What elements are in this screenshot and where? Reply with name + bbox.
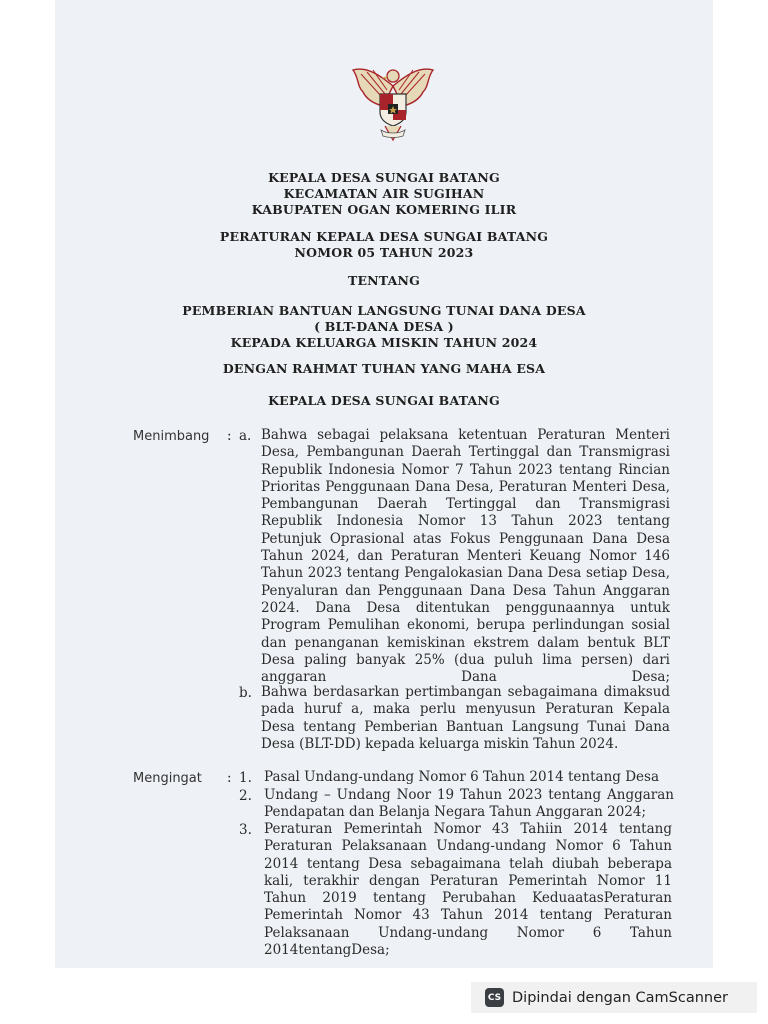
regulation-title: PERATURAN KEPALA DESA SUNGAI BATANG [219,229,549,244]
header-block [55,170,713,218]
header-line-1: KEPALA DESA SUNGAI BATANG [268,170,500,185]
subject-line-2: ( BLT-DANA DESA ) [314,319,454,334]
header-line-3: KABUPATEN OGAN KOMERING ILIR [251,202,517,217]
subject-line-3: KEPADA KELUARGA MISKIN TAHUN 2024 [230,335,538,350]
subject-line-1: PEMBERIAN BANTUAN LANGSUNG TUNAI DANA DESA [182,303,586,318]
menimbang-label: Menimbang [133,429,210,444]
menimbang-marker-a: a. [239,428,252,444]
mengingat-marker-1: 1. [239,770,252,786]
blessing-heading: DENGAN RAHMAT TUHAN YANG MAHA ESA [222,361,546,376]
menimbang-marker-b: b. [239,685,252,701]
mengingat-marker-3: 3. [239,822,252,838]
mengingat-item-3: Peraturan Pemerintah Nomor 43 Tahiin 2014 tentang Peraturan Pelaksanaan Undang-undang Nomor 6 Tahun 2014 tentang Desa sebagaimana telah diubah beberapa kali, terakhir dengan Peraturan Pemerintah Nomor 11 Tahun 2019 tentang Perubahan KeduaatasPeraturan Pemerintah Nomor 43 Tahun 2014 tentang Peraturan Pelaksanaan Undang-undang Nomor 6 Tahun 2014tentangDesa; [264,821,672,959]
menimbang-item-b: Bahwa berdasarkan pertimbangan sebagaimana dimaksud pada huruf a, maka perlu menyusun Peraturan Kepala Desa tentang Pemberian Bantuan Langsung Tunai Dana Desa (BLT-DD) kepada keluarga miskin Tahun 2024. [261,684,670,752]
mengingat-item-1: Pasal Undang-undang Nomor 6 Tahun 2014 tentang Desa [264,769,660,785]
regulation-number: NOMOR 05 TAHUN 2023 [294,245,474,260]
mengingat-item-2: Undang – Undang Noor 19 Tahun 2023 tentang Anggaran Pendapatan dan Belanja Negara Tahun Anggaran 2024; [264,787,674,821]
camscanner-text: Dipindai dengan CamScanner [512,989,729,1006]
regulation-title-block [55,229,713,261]
camscanner-watermark [471,982,757,1013]
mengingat-colon: : [227,770,232,786]
issuer-heading: KEPALA DESA SUNGAI BATANG [268,393,500,408]
garuda-emblem-icon [347,56,439,148]
menimbang-item-a: Bahwa sebagai pelaksana ketentuan Peraturan Menteri Desa, Pembangunan Daerah Tertinggal dan Transmigrasi Republik Indonesia Nomor 7 Tahun 2023 tentang Rincian Prioritas Penggunaan Dana Desa, Peraturan Menteri Desa, Pembangunan Daerah Tertinggal dan Transmigrasi Republik Indonesia Nomor 13 Tahun 2023 tentang Petunjuk Oprasional atas Fokus Penggunaan Dana Desa Tahun 2024, dan Peraturan Menteri Keuang Nomor 146 Tahun 2023 tentang Pengalokasian Dana Desa setiap Desa, Penyaluran dan Penggunaan Dana Desa Tahun Anggaran 2024. Dana Desa ditentukan penggunaannya untuk Program Pemulihan ekonomi, berupa perlindungan sosial dan penanganan kemiskinan ekstrem dalam bentuk BLT Desa paling banyak 25% (dua puluh lima persen) dari anggaran Dana Desa; [261,427,670,686]
mengingat-marker-2: 2. [239,788,252,804]
subject-block [55,303,713,351]
camscanner-logo-icon: CS [485,988,504,1007]
header-line-2: KECAMATAN AIR SUGIHAN [283,186,485,201]
about-heading: TENTANG [347,273,421,288]
menimbang-colon: : [227,428,232,444]
mengingat-label: Mengingat [133,771,202,786]
